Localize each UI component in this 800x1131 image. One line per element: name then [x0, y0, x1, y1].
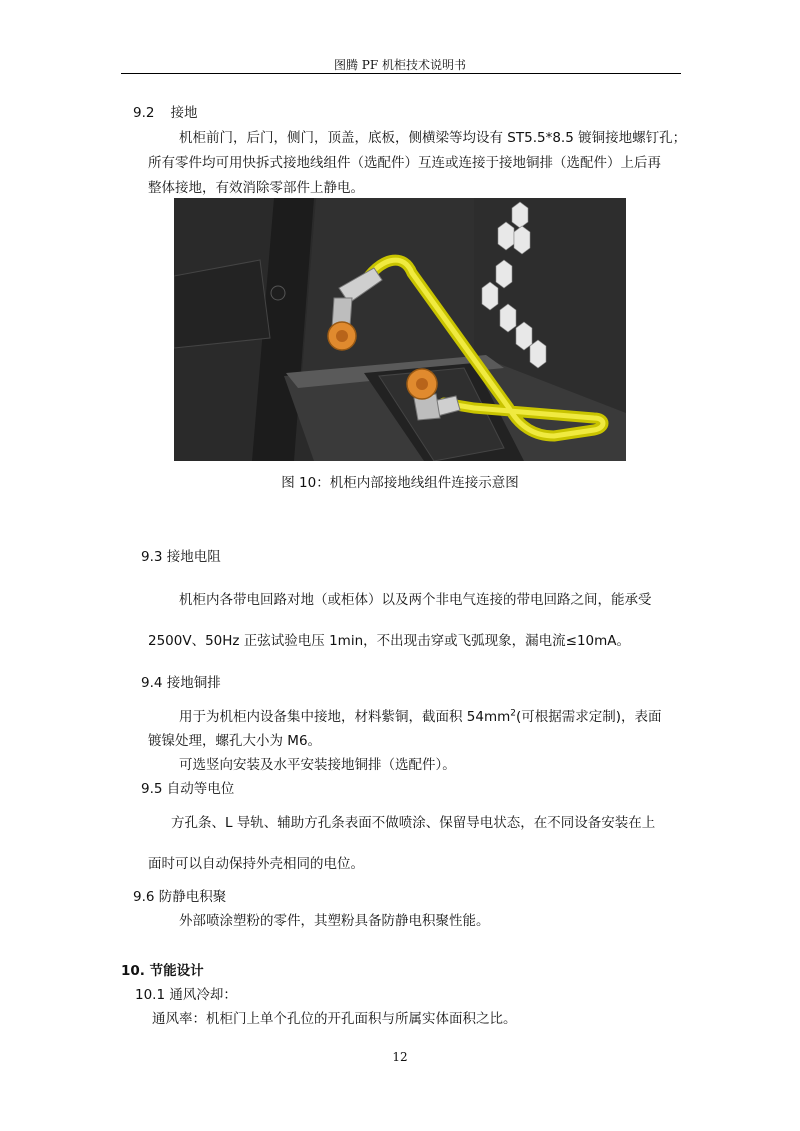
section-10-1-heading: 10.1 通风冷却： — [135, 987, 237, 1003]
paragraph-line: 所有零件均可用快拆式接地线组件（选配件）互连或连接于接地铜排（选配件）上后再 — [148, 155, 661, 171]
section-number: 9.2 — [133, 105, 155, 121]
paragraph-line: 镀镍处理，螺孔大小为 M6。 — [148, 733, 322, 749]
superscript: 2 — [510, 708, 517, 719]
section-9-4-heading: 9.4 接地铜排 — [141, 675, 221, 691]
section-9-3-heading: 9.3 接地电阻 — [141, 549, 221, 565]
text-segment: (可根据需求定制)，表面 — [516, 709, 662, 725]
paragraph-line: 机柜前门，后门，侧门，顶盖，底板，侧横梁等均设有 ST5.5*8.5 镀铜接地螺钉孔； — [179, 130, 687, 146]
section-9-2-heading — [133, 101, 197, 121]
section-9-5-heading: 9.5 自动等电位 — [141, 781, 235, 797]
section-9-6-heading: 9.6 防静电积聚 — [133, 889, 227, 905]
figure-caption: 图 10：机柜内部接地线组件连接示意图 — [281, 475, 519, 491]
paragraph-line: 通风率：机柜门上单个孔位的开孔面积与所属实体面积之比。 — [152, 1011, 517, 1027]
paragraph-line — [179, 705, 662, 725]
paragraph-line: 可选竖向安装及水平安装接地铜排（选配件）。 — [179, 757, 456, 773]
page-header: 图腾 PF 机柜技术说明书 — [333, 58, 467, 72]
page-number: 12 — [392, 1050, 408, 1064]
header-rule — [121, 73, 681, 74]
paragraph-line: 整体接地，有效消除零部件上静电。 — [148, 180, 364, 196]
text-segment: 用于为机柜内设备集中接地，材料紫铜，截面积 54mm — [179, 709, 511, 725]
paragraph-line: 方孔条、L 导轨、辅助方孔条表面不做喷涂、保留导电状态，在不同设备安装在上 — [171, 815, 656, 831]
paragraph-line: 机柜内各带电回路对地（或柜体）以及两个非电气连接的带电回路之间，能承受 — [179, 592, 652, 608]
grounding-assembly-figure — [174, 198, 626, 461]
paragraph-line: 面时可以自动保持外壳相同的电位。 — [148, 856, 364, 872]
paragraph-line: 2500V、50Hz 正弦试验电压 1min，不出现击穿或飞弧现象，漏电流≤10mA。 — [148, 633, 631, 649]
section-10-heading: 10. 节能设计 — [121, 963, 204, 979]
paragraph-line: 外部喷涂塑粉的零件，其塑粉具备防静电积聚性能。 — [179, 913, 490, 929]
section-title: 接地 — [170, 105, 198, 121]
